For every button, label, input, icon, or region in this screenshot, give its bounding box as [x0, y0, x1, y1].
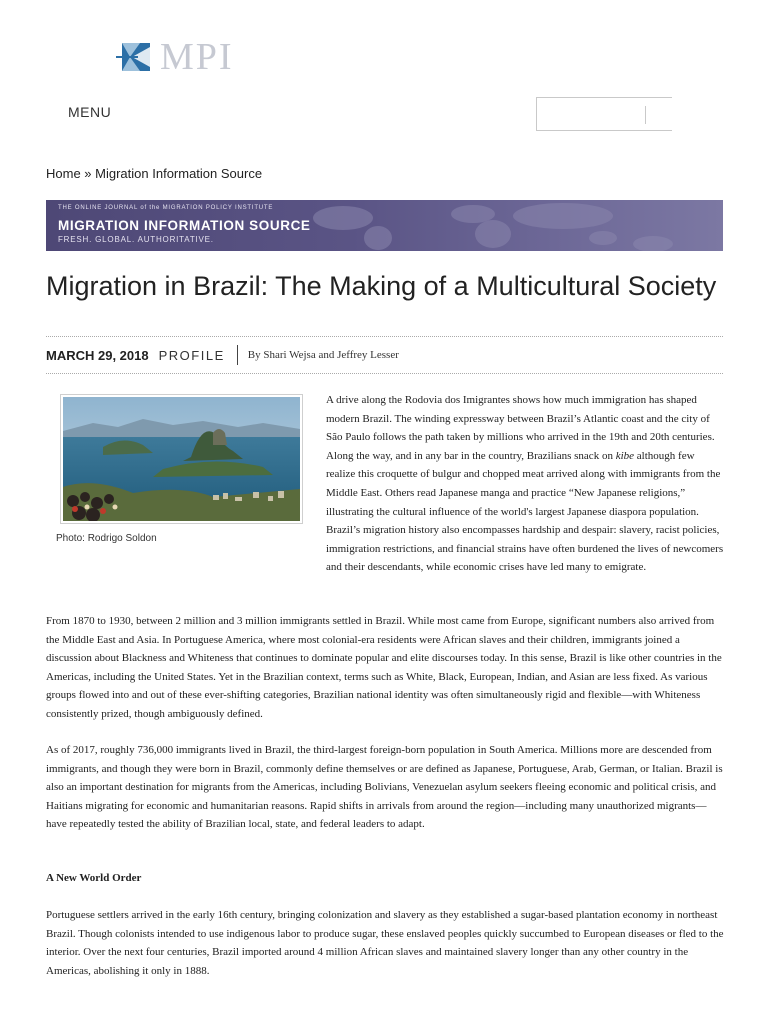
paragraph-1-part-a: A drive along the Rodovia dos Imigrantes shows how much immigration has shaped modern Brazil. The winding expressway between Brazil’s Atlantic coast and the city of São Paulo follows the path taken by millions who arrived in the 19th and 20th centuries. Along the way, and in any bar in the country, Brazilians snack on [326, 394, 715, 462]
section-heading: A New World Order [46, 872, 142, 884]
article-photo [60, 394, 303, 524]
mpi-logo-mark-icon [116, 41, 154, 73]
search-divider [645, 106, 646, 124]
breadcrumb [46, 166, 262, 181]
rio-landscape-photo [63, 397, 300, 521]
breadcrumb-separator: » [80, 166, 96, 181]
world-map-icon [303, 200, 723, 251]
article-date: MARCH 29, 2018 [46, 347, 149, 363]
banner-title: MIGRATION INFORMATION SOURCE [58, 218, 311, 233]
meta-top-rule [46, 336, 723, 337]
migration-source-banner[interactable] [46, 200, 723, 251]
banner-tagline: THE ONLINE JOURNAL of the MIGRATION POLICY INSTITUTE [58, 205, 274, 211]
paragraph-1-part-b: although few realize this croquette of bulgur and chopped meat arrived along with immigrants from the Middle East. Others read Japanese manga and practice “New Japanese religions,” illustrating the cultural influence of the world's largest Japanese diaspora population. Brazil’s migration history also encompasses hardship and despair: slavery, racist policies, immigration restrictions, and financial strains have often burdened the lives of newcomers and their descendants, while economic crises have led many to emigrate. [326, 449, 724, 574]
search-input[interactable] [537, 98, 645, 130]
banner-subtitle: FRESH. GLOBAL. AUTHORITATIVE. [58, 235, 214, 244]
search-box [536, 97, 672, 131]
meta-separator [237, 345, 238, 365]
article-title: Migration in Brazil: The Making of a Multicultural Society [46, 271, 717, 301]
article-paragraph-1 [326, 391, 724, 577]
menu-button[interactable]: MENU [68, 104, 112, 120]
article-paragraph-4: Portuguese settlers arrived in the early 16th century, bringing colonization and slavery as they established a sugar-based plantation economy in northeast Brazil. Though colonists intended to use indigenous labor to produce sugar, these enslaved peoples quickly succumbed to European diseases or fled to the interior. Over the next four centuries, Brazil imported around 4 million African slaves and maintained slavery longer than any other country in the Americas, abolishing it only in 1888. [46, 909, 724, 977]
breadcrumb-home-link[interactable]: Home [46, 166, 81, 181]
meta-bottom-rule [46, 373, 723, 374]
breadcrumb-current-link[interactable]: Migration Information Source [95, 166, 263, 181]
logo-text: MPI [160, 36, 234, 78]
photo-caption: Photo: Rodrigo Soldon [56, 533, 157, 544]
mpi-logo[interactable] [116, 36, 234, 78]
kibe-emphasis: kibe [615, 449, 635, 462]
article-paragraph-3: As of 2017, roughly 736,000 immigrants lived in Brazil, the third-largest foreign-born population in South America. Millions more are descended from immigrants, and though they were born in Brazil, commonly define themselves or are defined as Japanese, Portuguese, Arab, German, or Italian. Brazil is also an important destination for migrants from the Americas, including Bolivians, Venezuelan asylum seekers fleeing economic and political crisis, and Haitians migrating for economic and humanitarian reasons. Rapid shifts in arrivals from around the region—including many unauthorized migrants—have repeatedly tested the ability of Brazilian local, state, and federal leaders to adapt. [46, 744, 723, 831]
article-meta [46, 344, 399, 366]
article-type[interactable]: PROFILE [158, 347, 225, 363]
article-paragraph-2: From 1870 to 1930, between 2 million and 3 million immigrants settled in Brazil. While most came from Europe, significant numbers also arrived from the Middle East and Asia. In Portuguese America, where most colonial-era residents were African slaves and their children, immigrants joined a discussion about Blackness and Whiteness that continues to dominate popular and elite discourses today. In this sense, Brazil is like other countries in the Americas, including the United States. Yet in the Brazilian context, terms such as White, Black, European, Indian, and Asian are less fixed. As various groups flowed into and out of these ever-shifting categories, Brazilian national identity was often simultaneously rigid and flexible—with Whiteness consistently prized, though ambiguously defined. [46, 615, 722, 720]
article-byline: By Shari Wejsa and Jeffrey Lesser [247, 349, 399, 361]
